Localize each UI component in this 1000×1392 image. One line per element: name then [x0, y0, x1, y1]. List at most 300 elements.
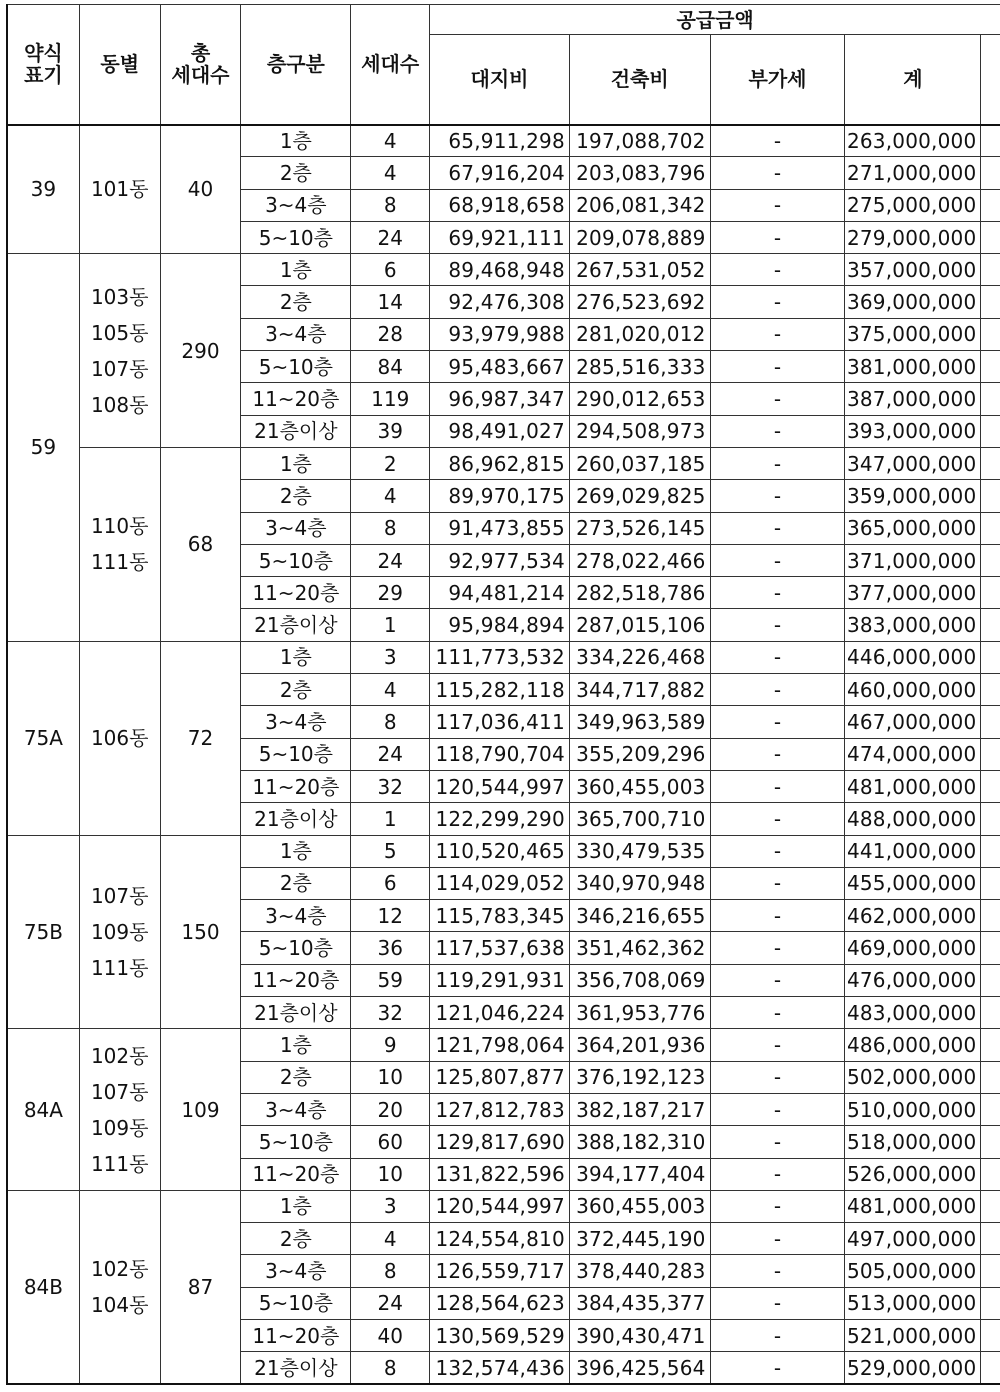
- floor-cell: 3~4층: [241, 318, 351, 350]
- type-cell: 39: [7, 125, 79, 254]
- extra-cell: [981, 900, 1000, 932]
- floor-cell: 11~20층: [241, 577, 351, 609]
- extra-cell: [981, 1287, 1000, 1319]
- dong-name: 108동: [90, 392, 149, 417]
- extra-cell: [981, 738, 1000, 770]
- total-households-cell: 72: [160, 641, 241, 835]
- dong-name: 107동: [90, 356, 149, 381]
- floor-cell: 3~4층: [241, 189, 351, 221]
- building-cost-cell: 364,201,936: [569, 1029, 710, 1061]
- households-cell: 9: [351, 1029, 430, 1061]
- sum-cell: 263,000,000: [845, 125, 981, 157]
- households-cell: 5: [351, 835, 430, 867]
- sum-cell: 469,000,000: [845, 932, 981, 964]
- households-cell: 14: [351, 286, 430, 318]
- dong-name: 111동: [90, 955, 149, 980]
- building-cost-cell: 278,022,466: [569, 544, 710, 576]
- floor-cell: 3~4층: [241, 900, 351, 932]
- sum-cell: 275,000,000: [845, 189, 981, 221]
- floor-cell: 21층이상: [241, 997, 351, 1029]
- land-cost-cell: 111,773,532: [430, 641, 570, 673]
- vat-cell: -: [710, 1287, 845, 1319]
- building-cost-cell: 276,523,692: [569, 286, 710, 318]
- vat-cell: -: [710, 254, 845, 286]
- households-cell: 8: [351, 189, 430, 221]
- building-cost-cell: 282,518,786: [569, 577, 710, 609]
- land-cost-cell: 92,476,308: [430, 286, 570, 318]
- floor-cell: 1층: [241, 1190, 351, 1222]
- extra-cell: [981, 641, 1000, 673]
- vat-cell: -: [710, 674, 845, 706]
- sum-cell: 279,000,000: [845, 221, 981, 253]
- households-cell: 32: [351, 770, 430, 802]
- floor-cell: 21층이상: [241, 1352, 351, 1384]
- type-cell: 59: [7, 254, 79, 642]
- sum-cell: 462,000,000: [845, 900, 981, 932]
- floor-cell: 5~10층: [241, 544, 351, 576]
- extra-cell: [981, 1029, 1000, 1061]
- building-cost-cell: 344,717,882: [569, 674, 710, 706]
- households-cell: 6: [351, 867, 430, 899]
- households-cell: 29: [351, 577, 430, 609]
- households-cell: 4: [351, 674, 430, 706]
- floor-cell: 1층: [241, 641, 351, 673]
- dong-name: 103동: [90, 284, 149, 309]
- extra-cell: [981, 577, 1000, 609]
- vat-cell: -: [710, 1093, 845, 1125]
- floor-cell: 1층: [241, 254, 351, 286]
- dong-cell: [79, 1190, 160, 1384]
- households-cell: 8: [351, 1352, 430, 1384]
- land-cost-cell: 92,977,534: [430, 544, 570, 576]
- total-households-cell: 109: [160, 1029, 241, 1190]
- households-cell: 3: [351, 641, 430, 673]
- sum-cell: 481,000,000: [845, 1190, 981, 1222]
- building-cost-cell: 267,531,052: [569, 254, 710, 286]
- floor-cell: 5~10층: [241, 221, 351, 253]
- floor-cell: 5~10층: [241, 351, 351, 383]
- land-cost-cell: 130,569,529: [430, 1319, 570, 1351]
- header-extra: [981, 35, 1000, 125]
- floor-cell: 1층: [241, 447, 351, 479]
- sum-cell: 521,000,000: [845, 1319, 981, 1351]
- households-cell: 3: [351, 1190, 430, 1222]
- households-cell: 10: [351, 1158, 430, 1190]
- extra-cell: [981, 706, 1000, 738]
- vat-cell: -: [710, 738, 845, 770]
- dong-name: 111동: [90, 550, 149, 575]
- extra-cell: [981, 1190, 1000, 1222]
- land-cost-cell: 95,984,894: [430, 609, 570, 641]
- vat-cell: -: [710, 835, 845, 867]
- sum-cell: 526,000,000: [845, 1158, 981, 1190]
- vat-cell: -: [710, 1255, 845, 1287]
- households-cell: 4: [351, 480, 430, 512]
- building-cost-cell: 351,462,362: [569, 932, 710, 964]
- type-cell: 84B: [7, 1190, 79, 1384]
- dong-name: 104동: [90, 1292, 149, 1317]
- extra-cell: [981, 1223, 1000, 1255]
- header-land: 대지비: [430, 35, 570, 125]
- extra-cell: [981, 125, 1000, 157]
- building-cost-cell: 269,029,825: [569, 480, 710, 512]
- floor-cell: 5~10층: [241, 1126, 351, 1158]
- total-households-cell: 68: [160, 447, 241, 641]
- building-cost-cell: 334,226,468: [569, 641, 710, 673]
- land-cost-cell: 129,817,690: [430, 1126, 570, 1158]
- building-cost-cell: 390,430,471: [569, 1319, 710, 1351]
- extra-cell: [981, 997, 1000, 1029]
- land-cost-cell: 117,537,638: [430, 932, 570, 964]
- land-cost-cell: 94,481,214: [430, 577, 570, 609]
- land-cost-cell: 110,520,465: [430, 835, 570, 867]
- land-cost-cell: 86,962,815: [430, 447, 570, 479]
- total-households-cell: 150: [160, 835, 241, 1029]
- sum-cell: 455,000,000: [845, 867, 981, 899]
- extra-cell: [981, 803, 1000, 835]
- land-cost-cell: 115,783,345: [430, 900, 570, 932]
- vat-cell: -: [710, 512, 845, 544]
- building-cost-cell: 197,088,702: [569, 125, 710, 157]
- land-cost-cell: 68,918,658: [430, 189, 570, 221]
- extra-cell: [981, 221, 1000, 253]
- building-cost-cell: 361,953,776: [569, 997, 710, 1029]
- extra-cell: [981, 447, 1000, 479]
- vat-cell: -: [710, 1158, 845, 1190]
- sum-cell: 513,000,000: [845, 1287, 981, 1319]
- land-cost-cell: 117,036,411: [430, 706, 570, 738]
- header-abbr-line1: 약식: [24, 41, 63, 66]
- land-cost-cell: 95,483,667: [430, 351, 570, 383]
- sum-cell: 347,000,000: [845, 447, 981, 479]
- header-dong: 동별: [79, 5, 160, 125]
- vat-cell: -: [710, 1061, 845, 1093]
- building-cost-cell: 360,455,003: [569, 1190, 710, 1222]
- sum-cell: 375,000,000: [845, 318, 981, 350]
- households-cell: 1: [351, 609, 430, 641]
- vat-cell: -: [710, 577, 845, 609]
- header-total-line2: 세대수: [171, 63, 230, 88]
- table-body: [7, 125, 1000, 1385]
- sum-cell: 357,000,000: [845, 254, 981, 286]
- floor-cell: 1층: [241, 1029, 351, 1061]
- dong-cell: [79, 447, 160, 641]
- vat-cell: -: [710, 1223, 845, 1255]
- floor-cell: 5~10층: [241, 738, 351, 770]
- land-cost-cell: 65,911,298: [430, 125, 570, 157]
- households-cell: 59: [351, 964, 430, 996]
- header-total-line1: 총: [190, 41, 211, 66]
- vat-cell: -: [710, 157, 845, 189]
- floor-cell: 11~20층: [241, 383, 351, 415]
- floor-cell: 5~10층: [241, 932, 351, 964]
- building-cost-cell: 287,015,106: [569, 609, 710, 641]
- sum-cell: 369,000,000: [845, 286, 981, 318]
- table-row: [7, 254, 1000, 286]
- table-row: [7, 125, 1000, 157]
- land-cost-cell: 89,468,948: [430, 254, 570, 286]
- sum-cell: 387,000,000: [845, 383, 981, 415]
- vat-cell: -: [710, 1352, 845, 1384]
- dong-name: 102동: [90, 1043, 149, 1068]
- extra-cell: [981, 932, 1000, 964]
- floor-cell: 3~4층: [241, 1093, 351, 1125]
- header-total-households: [160, 5, 241, 125]
- building-cost-cell: 365,700,710: [569, 803, 710, 835]
- vat-cell: -: [710, 544, 845, 576]
- extra-cell: [981, 415, 1000, 447]
- sum-cell: 518,000,000: [845, 1126, 981, 1158]
- floor-cell: 3~4층: [241, 1255, 351, 1287]
- land-cost-cell: 120,544,997: [430, 770, 570, 802]
- type-cell: 75A: [7, 641, 79, 835]
- table-row: [7, 835, 1000, 867]
- households-cell: 119: [351, 383, 430, 415]
- header-floor: 층구분: [241, 5, 351, 125]
- households-cell: 24: [351, 1287, 430, 1319]
- land-cost-cell: 96,987,347: [430, 383, 570, 415]
- table-row: [7, 641, 1000, 673]
- vat-cell: -: [710, 900, 845, 932]
- extra-cell: [981, 544, 1000, 576]
- floor-cell: 21층이상: [241, 415, 351, 447]
- sum-cell: 271,000,000: [845, 157, 981, 189]
- dong-name: 105동: [90, 320, 149, 345]
- floor-cell: 21층이상: [241, 609, 351, 641]
- households-cell: 8: [351, 1255, 430, 1287]
- extra-cell: [981, 351, 1000, 383]
- vat-cell: -: [710, 447, 845, 479]
- sum-cell: 474,000,000: [845, 738, 981, 770]
- dong-cell: [79, 1029, 160, 1190]
- land-cost-cell: 127,812,783: [430, 1093, 570, 1125]
- floor-cell: 11~20층: [241, 1158, 351, 1190]
- extra-cell: [981, 189, 1000, 221]
- vat-cell: -: [710, 997, 845, 1029]
- dong-name: 109동: [90, 919, 149, 944]
- vat-cell: -: [710, 318, 845, 350]
- households-cell: 6: [351, 254, 430, 286]
- extra-cell: [981, 512, 1000, 544]
- floor-cell: 11~20층: [241, 964, 351, 996]
- extra-cell: [981, 1126, 1000, 1158]
- extra-cell: [981, 770, 1000, 802]
- households-cell: 8: [351, 706, 430, 738]
- floor-cell: 5~10층: [241, 1287, 351, 1319]
- extra-cell: [981, 964, 1000, 996]
- building-cost-cell: 206,081,342: [569, 189, 710, 221]
- households-cell: 24: [351, 544, 430, 576]
- vat-cell: -: [710, 641, 845, 673]
- vat-cell: -: [710, 803, 845, 835]
- header-abbr: [7, 5, 79, 125]
- building-cost-cell: 281,020,012: [569, 318, 710, 350]
- sum-cell: 381,000,000: [845, 351, 981, 383]
- dong-name: 111동: [90, 1151, 149, 1176]
- dong-name: 109동: [90, 1115, 149, 1140]
- land-cost-cell: 121,046,224: [430, 997, 570, 1029]
- households-cell: 32: [351, 997, 430, 1029]
- sum-cell: 377,000,000: [845, 577, 981, 609]
- building-cost-cell: 356,708,069: [569, 964, 710, 996]
- land-cost-cell: 89,970,175: [430, 480, 570, 512]
- households-cell: 24: [351, 738, 430, 770]
- table-row: [7, 447, 1000, 479]
- building-cost-cell: 372,445,190: [569, 1223, 710, 1255]
- land-cost-cell: 120,544,997: [430, 1190, 570, 1222]
- dong-name: 106동: [90, 726, 149, 751]
- building-cost-cell: 273,526,145: [569, 512, 710, 544]
- sum-cell: 460,000,000: [845, 674, 981, 706]
- building-cost-cell: 203,083,796: [569, 157, 710, 189]
- land-cost-cell: 128,564,623: [430, 1287, 570, 1319]
- header-households: 세대수: [351, 5, 430, 125]
- extra-cell: [981, 1319, 1000, 1351]
- land-cost-cell: 114,029,052: [430, 867, 570, 899]
- land-cost-cell: 115,282,118: [430, 674, 570, 706]
- dong-cell: [79, 254, 160, 448]
- sum-cell: 483,000,000: [845, 997, 981, 1029]
- building-cost-cell: 378,440,283: [569, 1255, 710, 1287]
- vat-cell: -: [710, 221, 845, 253]
- building-cost-cell: 209,078,889: [569, 221, 710, 253]
- extra-cell: [981, 1352, 1000, 1384]
- households-cell: 4: [351, 1223, 430, 1255]
- households-cell: 4: [351, 157, 430, 189]
- sum-cell: 476,000,000: [845, 964, 981, 996]
- dong-cell: [79, 835, 160, 1029]
- extra-cell: [981, 674, 1000, 706]
- building-cost-cell: 382,187,217: [569, 1093, 710, 1125]
- table-row: [7, 1190, 1000, 1222]
- dong-name: 107동: [90, 1079, 149, 1104]
- households-cell: 8: [351, 512, 430, 544]
- building-cost-cell: 340,970,948: [569, 867, 710, 899]
- floor-cell: 11~20층: [241, 770, 351, 802]
- vat-cell: -: [710, 1319, 845, 1351]
- households-cell: 12: [351, 900, 430, 932]
- building-cost-cell: 346,216,655: [569, 900, 710, 932]
- vat-cell: -: [710, 1029, 845, 1061]
- header-supply-price: 공급금액: [430, 5, 1000, 35]
- sum-cell: 510,000,000: [845, 1093, 981, 1125]
- extra-cell: [981, 254, 1000, 286]
- vat-cell: -: [710, 770, 845, 802]
- table-header: [7, 5, 1000, 125]
- building-cost-cell: 290,012,653: [569, 383, 710, 415]
- vat-cell: -: [710, 125, 845, 157]
- vat-cell: -: [710, 189, 845, 221]
- households-cell: 24: [351, 221, 430, 253]
- extra-cell: [981, 609, 1000, 641]
- extra-cell: [981, 1255, 1000, 1287]
- dong-cell: [79, 641, 160, 835]
- households-cell: 20: [351, 1093, 430, 1125]
- extra-cell: [981, 1158, 1000, 1190]
- land-cost-cell: 125,807,877: [430, 1061, 570, 1093]
- floor-cell: 2층: [241, 1223, 351, 1255]
- sum-cell: 488,000,000: [845, 803, 981, 835]
- floor-cell: 2층: [241, 867, 351, 899]
- vat-cell: -: [710, 932, 845, 964]
- header-sum: 계: [845, 35, 981, 125]
- land-cost-cell: 98,491,027: [430, 415, 570, 447]
- sum-cell: 383,000,000: [845, 609, 981, 641]
- land-cost-cell: 67,916,204: [430, 157, 570, 189]
- land-cost-cell: 126,559,717: [430, 1255, 570, 1287]
- land-cost-cell: 121,798,064: [430, 1029, 570, 1061]
- building-cost-cell: 388,182,310: [569, 1126, 710, 1158]
- sum-cell: 529,000,000: [845, 1352, 981, 1384]
- vat-cell: -: [710, 383, 845, 415]
- extra-cell: [981, 286, 1000, 318]
- floor-cell: 1층: [241, 835, 351, 867]
- dong-name: 101동: [90, 177, 149, 202]
- extra-cell: [981, 318, 1000, 350]
- building-cost-cell: 384,435,377: [569, 1287, 710, 1319]
- land-cost-cell: 131,822,596: [430, 1158, 570, 1190]
- households-cell: 84: [351, 351, 430, 383]
- dong-name: 102동: [90, 1256, 149, 1281]
- land-cost-cell: 124,554,810: [430, 1223, 570, 1255]
- households-cell: 1: [351, 803, 430, 835]
- floor-cell: 2층: [241, 1061, 351, 1093]
- type-cell: 75B: [7, 835, 79, 1029]
- vat-cell: -: [710, 867, 845, 899]
- sum-cell: 505,000,000: [845, 1255, 981, 1287]
- total-households-cell: 40: [160, 125, 241, 254]
- floor-cell: 2층: [241, 286, 351, 318]
- floor-cell: 21층이상: [241, 803, 351, 835]
- households-cell: 28: [351, 318, 430, 350]
- building-cost-cell: 285,516,333: [569, 351, 710, 383]
- vat-cell: -: [710, 351, 845, 383]
- vat-cell: -: [710, 609, 845, 641]
- sum-cell: 359,000,000: [845, 480, 981, 512]
- building-cost-cell: 260,037,185: [569, 447, 710, 479]
- table-row: [7, 1029, 1000, 1061]
- land-cost-cell: 132,574,436: [430, 1352, 570, 1384]
- extra-cell: [981, 157, 1000, 189]
- land-cost-cell: 69,921,111: [430, 221, 570, 253]
- building-cost-cell: 394,177,404: [569, 1158, 710, 1190]
- households-cell: 10: [351, 1061, 430, 1093]
- header-abbr-line2: 표기: [24, 63, 63, 88]
- sum-cell: 446,000,000: [845, 641, 981, 673]
- building-cost-cell: 376,192,123: [569, 1061, 710, 1093]
- header-building: 건축비: [569, 35, 710, 125]
- building-cost-cell: 355,209,296: [569, 738, 710, 770]
- extra-cell: [981, 835, 1000, 867]
- type-cell: 84A: [7, 1029, 79, 1190]
- floor-cell: 2층: [241, 674, 351, 706]
- sum-cell: 497,000,000: [845, 1223, 981, 1255]
- floor-cell: 3~4층: [241, 706, 351, 738]
- land-cost-cell: 122,299,290: [430, 803, 570, 835]
- building-cost-cell: 360,455,003: [569, 770, 710, 802]
- sum-cell: 486,000,000: [845, 1029, 981, 1061]
- sum-cell: 441,000,000: [845, 835, 981, 867]
- building-cost-cell: 396,425,564: [569, 1352, 710, 1384]
- floor-cell: 1층: [241, 125, 351, 157]
- vat-cell: -: [710, 1126, 845, 1158]
- vat-cell: -: [710, 415, 845, 447]
- sum-cell: 481,000,000: [845, 770, 981, 802]
- land-cost-cell: 119,291,931: [430, 964, 570, 996]
- floor-cell: 2층: [241, 157, 351, 189]
- floor-cell: 2층: [241, 480, 351, 512]
- building-cost-cell: 294,508,973: [569, 415, 710, 447]
